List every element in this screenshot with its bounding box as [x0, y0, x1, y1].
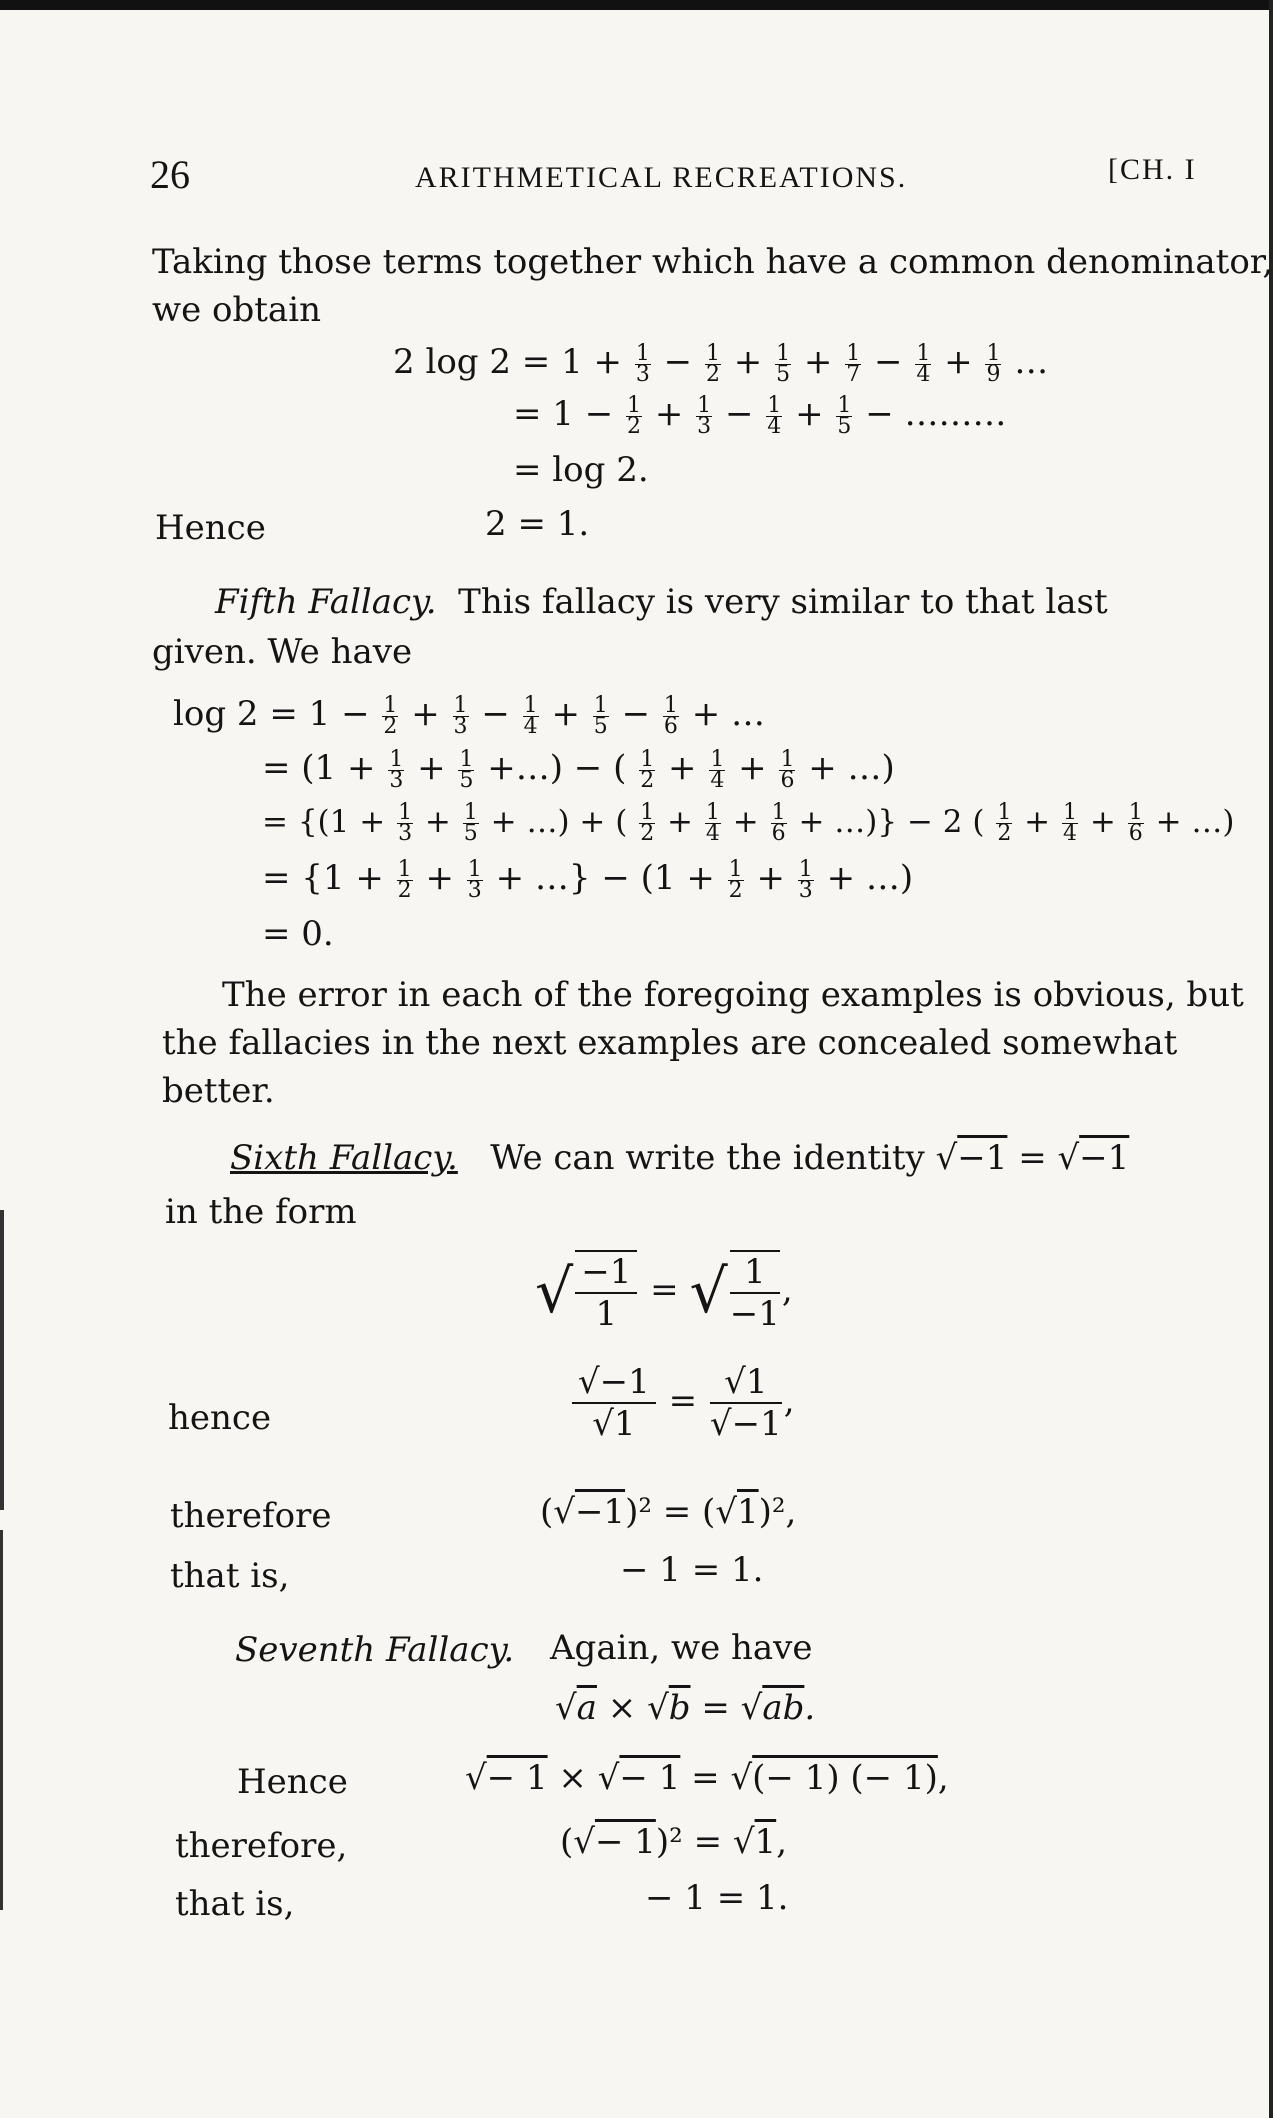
fallacy-title: Fifth Fallacy.: [215, 582, 437, 622]
page-number: 26: [150, 152, 190, 197]
paragraph-line: Again, we have: [550, 1628, 813, 1668]
equation-line: √− 1 × √− 1 = √(− 1) (− 1),: [465, 1758, 949, 1798]
fallacy-title: Sixth Fallacy.: [230, 1138, 458, 1178]
equation-line: (√− 1)² = √1,: [560, 1822, 787, 1862]
right-scan-edge: [1269, 0, 1273, 2118]
equation-line: = {1 + $\frac{1}{2}$ + $\frac{1}{3}$ + …} − (1 + $\frac{1}{2}$ + $\frac{1}{3}$ + …): [262, 856, 914, 903]
paragraph-line: The error in each of the foregoing examples is obvious, but: [222, 975, 1244, 1015]
equation-line: $\frac{√-1}{√1}$ = $\frac{√1}{√-1}$ ,: [570, 1362, 795, 1444]
paragraph-line: given. We have: [152, 632, 413, 672]
top-scan-edge: [0, 0, 1273, 10]
equation-line: √ $\frac{-1}{1}$ = √ $\frac{1}{-1}$ ,: [535, 1252, 793, 1334]
fallacy-paragraph: Fifth Fallacy. This fallacy is very similar to that last: [215, 582, 1108, 622]
equation-line: = log 2.: [513, 450, 649, 490]
that-is-label: that is,: [175, 1884, 295, 1924]
paragraph-line: better.: [162, 1071, 275, 1111]
therefore-label: therefore,: [175, 1826, 348, 1866]
running-title: ARITHMETICAL RECREATIONS.: [415, 161, 908, 194]
equation-line: − 1 = 1.: [645, 1878, 789, 1918]
hence-label: hence: [168, 1398, 272, 1438]
equation-line: log 2 = 1 − $\frac{1}{2}$ + $\frac{1}{3}$ − $\frac{1}{4}$ + $\frac{1}{5}$ − $\frac{1}{6}$ + …: [173, 692, 766, 739]
equation-line: 2 log 2 = 1 + $\frac{1}{3}$ − $\frac{1}{2}$ + $\frac{1}{5}$ + $\frac{1}{7}$ − $\frac{1}{4}$ + $\frac{1}{9}$ …: [393, 340, 1049, 387]
equation-line: = 0.: [262, 914, 334, 954]
equation-line: = {(1 + $\frac{1}{3}$ + $\frac{1}{5}$ + …) + ( $\frac{1}{2}$ + $\frac{1}{4}$ + $\frac{1}{6}$ + …)} − 2 ( $\frac{1}{2}$ + $\frac{1}{4}$ + $\frac{1}{6}$ + …): [262, 800, 1235, 846]
hence-label: Hence: [237, 1762, 348, 1802]
paragraph-line: Taking those terms together which have a common denominator,: [152, 242, 1273, 282]
paragraph-line: the fallacies in the next examples are concealed somewhat: [162, 1023, 1178, 1063]
equation-line: − 1 = 1.: [620, 1550, 764, 1590]
fallacy-paragraph: Sixth Fallacy. We can write the identity √−1 = √−1: [230, 1138, 1130, 1178]
paragraph-line: we obtain: [152, 290, 321, 330]
equation-line: = (1 + $\frac{1}{3}$ + $\frac{1}{5}$ +…) − ( $\frac{1}{2}$ + $\frac{1}{4}$ + $\frac{1}{6}$ + …): [262, 746, 895, 793]
left-scan-mark: [0, 1530, 3, 1910]
equation-line: (√−1)² = (√1)²,: [540, 1492, 797, 1532]
equation-line: 2 = 1.: [485, 504, 590, 544]
equation-line: √a × √b = √ab.: [555, 1688, 816, 1728]
paragraph-line: in the form: [165, 1192, 357, 1232]
left-scan-mark: [0, 1210, 4, 1510]
that-is-label: that is,: [170, 1556, 290, 1596]
hence-label: Hence: [155, 508, 266, 548]
chapter-label: [CH. I: [1108, 153, 1197, 186]
fallacy-title: Seventh Fallacy.: [235, 1630, 515, 1670]
equation-line: = 1 − $\frac{1}{2}$ + $\frac{1}{3}$ − $\frac{1}{4}$ + $\frac{1}{5}$ − ………: [513, 392, 1007, 439]
therefore-label: therefore: [170, 1496, 332, 1536]
